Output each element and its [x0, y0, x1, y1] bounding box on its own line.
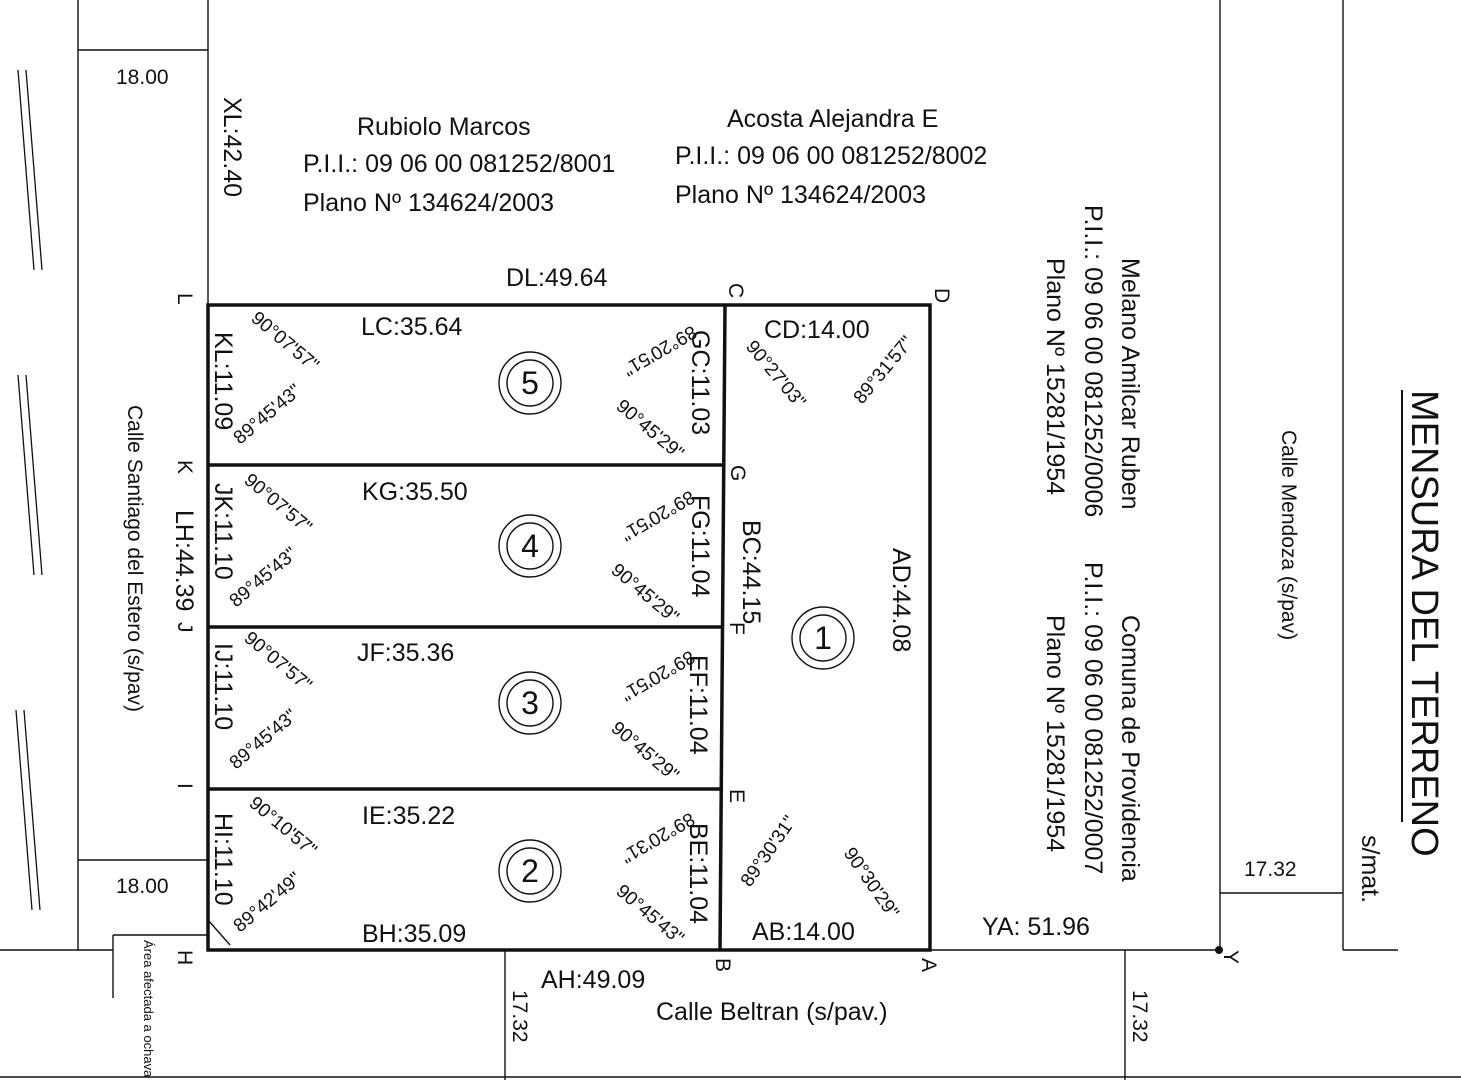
neighbor-name: Comuna de Providencia: [1116, 615, 1144, 882]
angle-l1-bl: 89°30'31": [736, 812, 801, 891]
dim-bc: BC:44.15: [737, 520, 765, 625]
neighbor-plano: Plano Nº 134624/2003: [303, 189, 555, 217]
angle-l2-bl: 89°42'49": [229, 868, 306, 937]
point-l: L: [173, 293, 196, 305]
lot-2-number: 2: [521, 853, 539, 889]
neighbor-pii: P.I.I.: 09 06 00 081252/8001: [303, 150, 616, 178]
lot-3-number: 3: [521, 685, 539, 721]
angle-l4-bl: 89°45'43": [225, 543, 302, 612]
angle-l2-tl: 90°10'57": [244, 792, 321, 862]
plan-title: MENSURA DEL TERRENO: [1403, 390, 1445, 857]
point-b: B: [711, 958, 734, 973]
angle-l3-tr: 89°20'51": [617, 645, 698, 705]
point-k: K: [173, 460, 196, 475]
dim-ya: YA: 51.96: [982, 913, 1090, 941]
dim-dl: DL:49.64: [506, 264, 608, 292]
angle-l1-tr: 89°31'57": [849, 332, 919, 409]
dim-lc: LC:35.64: [361, 313, 463, 341]
point-y: Y: [1219, 950, 1242, 965]
dim-be: BE:11.04: [684, 823, 712, 925]
angle-l1-tl: 90°27'03": [741, 336, 810, 413]
angle-l1-br: 90°30'29": [838, 843, 903, 923]
point-e: E: [725, 789, 748, 804]
neighbor-comuna: [1041, 562, 1144, 882]
dim-ah: AH:49.09: [541, 966, 646, 994]
neighbor-melano: [1041, 205, 1144, 517]
neighbor-plano: Plano Nº 134624/2003: [675, 181, 927, 209]
dim-vertical-right: 17.32: [1128, 990, 1151, 1043]
ochava-note-text: Área afectada a ochava: [141, 940, 156, 1078]
dim-bh: BH:35.09: [362, 920, 467, 948]
point-c: C: [724, 283, 747, 299]
angle-l2-br: 90°45'43": [611, 880, 688, 950]
dim-ij: IJ:11.10: [209, 643, 237, 731]
neighbor-plano: Plano Nº 15281/1954: [1041, 615, 1069, 853]
point-f: F: [725, 622, 748, 635]
point-a: A: [917, 958, 940, 973]
lot-3-marker: [499, 672, 561, 734]
angle-l3-tl: 90°07'57": [239, 627, 316, 697]
dim-ad: AD:44.08: [887, 548, 915, 653]
angle-l4-br: 90°45'29": [606, 559, 683, 629]
dim-gc: GC:11.03: [686, 330, 714, 436]
point-d: D: [930, 288, 953, 304]
dim-jk: JK:11.10: [209, 483, 237, 580]
street-bottom-label: Calle Beltran (s/pav.): [656, 998, 888, 1026]
point-h: H: [173, 950, 196, 966]
vertical-dimensions: [170, 97, 1384, 1043]
point-g: G: [726, 465, 749, 482]
lot-1-number: 1: [814, 620, 832, 656]
neighbor-pii: P.I.I.: 09 06 00 081252/0007: [1079, 562, 1107, 875]
street-right-label: Calle Mendoza (s/pav): [1277, 430, 1300, 641]
dim-width-right: 17.32: [1244, 858, 1297, 881]
lot-4-marker: [499, 515, 561, 577]
angle-l5-bl: 89°45'43": [229, 380, 306, 449]
lot-1-marker: [792, 607, 854, 669]
neighbor-name: Acosta Alejandra E: [727, 105, 939, 133]
dim-kg: KG:35.50: [362, 478, 468, 506]
neighbor-pii: P.I.I.: 09 06 00 081252/0006: [1079, 205, 1107, 518]
dim-width-bottom: 18.00: [116, 875, 169, 898]
dim-cd: CD:14.00: [764, 316, 870, 344]
neighbor-acosta: [675, 105, 987, 209]
neighbor-pii: P.I.I.: 09 06 00 081252/8002: [675, 142, 988, 170]
angle-l3-bl: 89°45'43": [225, 705, 302, 774]
neighbor-name: Melano Amilcar Ruben: [1116, 258, 1144, 510]
point-i: I: [173, 783, 196, 789]
neighbor-name: Rubiolo Marcos: [357, 113, 531, 141]
neighbor-plano: Plano Nº 15281/1954: [1041, 258, 1069, 496]
angle-l5-br: 90°45'29": [611, 395, 688, 465]
lot-5-marker: [499, 352, 561, 414]
dim-hi: HI:11.10: [209, 813, 237, 906]
lot-5-number: 5: [521, 365, 539, 401]
lot-2-marker: [499, 840, 561, 902]
lot-4-number: 4: [521, 528, 539, 564]
angle-l4-tl: 90°07'57": [239, 469, 316, 539]
dim-vertical-left: 17.32: [508, 990, 531, 1043]
dim-ab: AB:14.00: [752, 918, 855, 946]
dim-lh: LH:44.39: [170, 510, 198, 612]
street-left-label: Calle Santiago del Estero (s/pav): [123, 405, 146, 712]
angle-l3-br: 90°45'29": [606, 717, 683, 787]
dim-width-top: 18.00: [116, 66, 169, 89]
angle-l5-tr: 89°20'51": [619, 320, 700, 380]
dim-kl: KL:11.09: [209, 332, 237, 431]
dim-ie: IE:35.22: [362, 802, 456, 830]
left-hatching: [16, 70, 42, 910]
neighbor-rubiolo: [303, 113, 615, 217]
point-j: J: [173, 622, 196, 633]
angle-l5-tl: 90°07'57": [246, 307, 323, 377]
label-smat: s/mat.: [1356, 835, 1384, 904]
dim-jf: JF:35.36: [357, 639, 455, 667]
dim-xl: XL:42.40: [218, 97, 246, 198]
ochava-note: [141, 940, 156, 1078]
dim-ef: EF:11.04: [684, 655, 712, 755]
angle-l2-tr: 89°20'31": [617, 807, 698, 867]
angle-l4-tr: 89°20'51": [617, 485, 698, 545]
dim-fg: FG:11.04: [686, 495, 714, 598]
